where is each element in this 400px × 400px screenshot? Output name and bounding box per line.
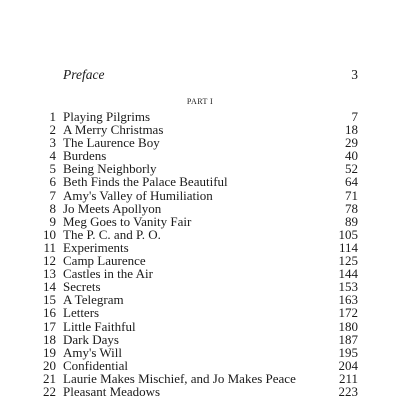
- chapter-number: 5: [49, 161, 56, 177]
- chapter-row: [42, 228, 358, 241]
- chapter-title: Playing Pilgrims: [63, 109, 151, 124]
- chapter-title: Little Faithful: [63, 318, 136, 334]
- chapter-page-number: 40: [345, 148, 358, 164]
- chapter-row: [42, 202, 358, 215]
- chapter-number: 19: [43, 344, 56, 360]
- chapter-page-number: 89: [345, 213, 358, 229]
- chapter-title: Jo Meets Apollyon: [63, 200, 162, 216]
- chapter-title: Confidential: [63, 357, 128, 373]
- chapter-page-number: 64: [345, 174, 358, 190]
- chapter-number: 13: [43, 266, 56, 282]
- chapter-title: Letters: [63, 305, 100, 321]
- chapter-page-number: 105: [338, 226, 358, 242]
- chapter-row: [42, 333, 358, 346]
- chapter-title: Castles in the Air: [63, 266, 153, 282]
- chapter-number: 9: [49, 213, 56, 229]
- chapter-page-number: 163: [338, 292, 358, 308]
- chapter-title: Laurie Makes Mischief, and Jo Makes Peace: [63, 370, 296, 386]
- preface-page-number: 3: [351, 67, 358, 82]
- chapter-number: 8: [49, 200, 56, 216]
- chapter-page-number: 195: [338, 344, 358, 360]
- chapter-page-number: 52: [345, 161, 358, 177]
- toc-preface-entry: [63, 67, 358, 83]
- chapter-title: Dark Days: [63, 331, 119, 347]
- chapter-title: A Telegram: [63, 292, 124, 308]
- chapter-number: 2: [49, 122, 56, 138]
- chapter-page-number: 211: [338, 370, 358, 386]
- chapter-row: [42, 189, 358, 202]
- chapter-title: The Laurence Boy: [63, 135, 160, 151]
- chapter-row: [42, 359, 358, 372]
- chapter-page-number: 71: [345, 187, 358, 203]
- chapter-row: [42, 385, 358, 398]
- chapter-number: 6: [49, 174, 56, 190]
- chapter-row: [42, 320, 358, 333]
- chapter-page-number: 78: [345, 200, 358, 216]
- chapter-page-number: 172: [338, 305, 358, 321]
- chapter-title: Burdens: [63, 148, 107, 164]
- chapter-page-number: 144: [338, 266, 358, 282]
- chapter-number: 12: [43, 253, 56, 269]
- chapter-page-number: 180: [338, 318, 358, 334]
- chapter-title: The P. C. and P. O.: [63, 226, 161, 242]
- chapter-list: [42, 110, 358, 398]
- preface-title: Preface: [63, 67, 105, 82]
- chapter-number: 1: [49, 109, 56, 124]
- chapter-title: Beth Finds the Palace Beautiful: [63, 174, 228, 190]
- chapter-page-number: 204: [338, 357, 358, 373]
- chapter-number: 11: [43, 239, 56, 255]
- chapter-title: Experiments: [63, 239, 129, 255]
- chapter-title: Amy's Will: [63, 344, 123, 360]
- chapter-title: Pleasant Meadows: [63, 383, 161, 399]
- chapter-title: Meg Goes to Vanity Fair: [63, 213, 192, 229]
- chapter-number: 18: [43, 331, 56, 347]
- chapter-title: Secrets: [63, 279, 101, 295]
- chapter-page-number: 7: [351, 109, 358, 124]
- chapter-number: 20: [43, 357, 56, 373]
- chapter-number: 21: [43, 370, 56, 386]
- chapter-row: [42, 372, 358, 385]
- part-heading: PART I: [186, 97, 214, 106]
- chapter-row: [42, 215, 358, 228]
- chapter-number: 10: [43, 226, 56, 242]
- chapter-title: Being Neighborly: [63, 161, 157, 177]
- chapter-page-number: 29: [345, 135, 358, 151]
- chapter-number: 17: [43, 318, 56, 334]
- chapter-row: [42, 175, 358, 188]
- chapter-number: 4: [49, 148, 56, 164]
- chapter-number: 15: [43, 292, 56, 308]
- chapter-page-number: 153: [338, 279, 358, 295]
- chapter-page-number: 125: [338, 253, 358, 269]
- chapter-title: A Merry Christmas: [63, 122, 164, 138]
- chapter-number: 22: [43, 383, 56, 399]
- chapter-number: 3: [49, 135, 56, 151]
- chapter-page-number: 187: [338, 331, 358, 347]
- chapter-title: Amy's Valley of Humiliation: [63, 187, 213, 203]
- chapter-number: 14: [43, 279, 56, 295]
- chapter-number: 7: [49, 187, 56, 203]
- chapter-page-number: 114: [338, 239, 358, 255]
- chapter-number: 16: [43, 305, 56, 321]
- chapter-page-number: 223: [338, 383, 358, 399]
- chapter-page-number: 18: [345, 122, 358, 138]
- chapter-row: [42, 306, 358, 319]
- chapter-row: [42, 346, 358, 359]
- chapter-title: Camp Laurence: [63, 253, 146, 269]
